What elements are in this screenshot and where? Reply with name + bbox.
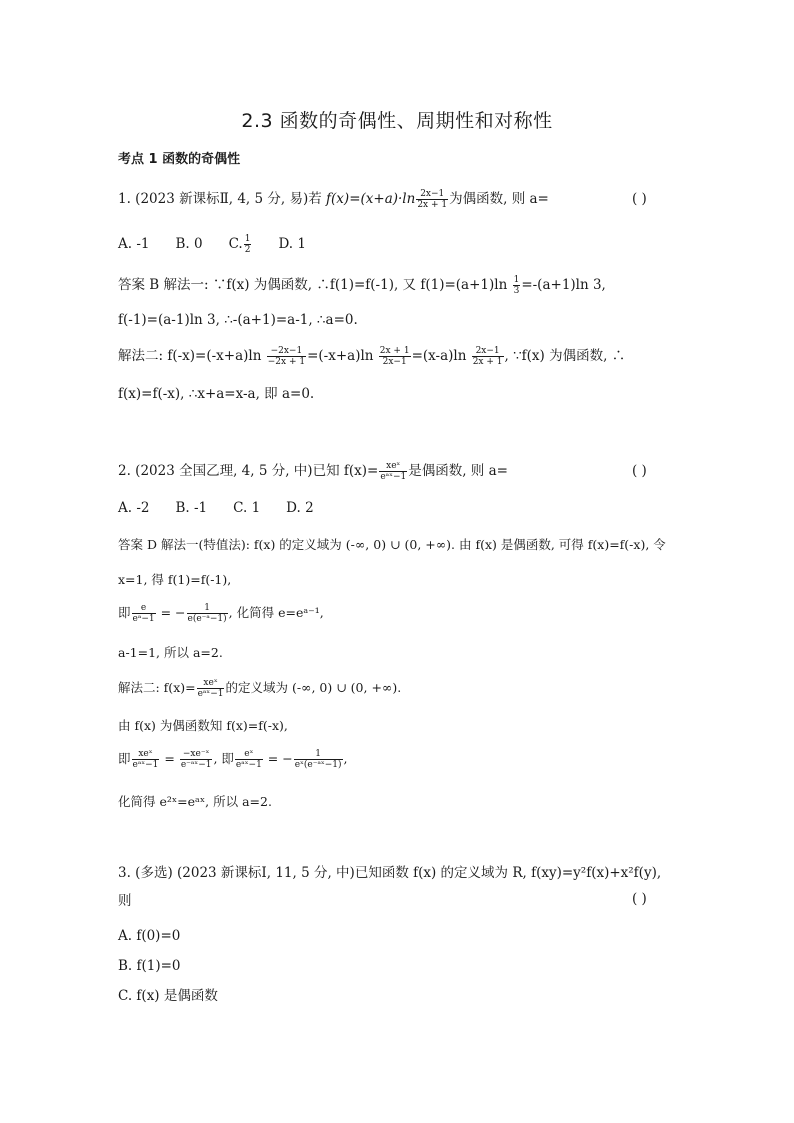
q3-option-b[interactable]: B. f(1)=0 [118, 958, 181, 974]
q2-answer-line-2: x=1, 得 f(1)=f(-1), [118, 572, 232, 587]
q1-answer-line-3: 解法二: f(-x)=(-x+a)ln $\frac{-2x-1}{-2x + 1}$ =(-x+a)ln $\frac{2x + 1}{2x-1}$ =(x-a)ln $\frac{2x-1}{2x + 1}$ , ∵f(x) 为偶函数, ∴ [118, 346, 626, 367]
q2-answer-line-1: 答案 D 解法一(特值法): f(x) 的定义域为 (-∞, 0) ∪ (0, +∞). 由 f(x) 是偶函数, 可得 f(x)=f(-x), 令 [118, 537, 666, 552]
q2-option-c[interactable]: C. 1 [233, 500, 261, 516]
q2-option-d[interactable]: D. 2 [286, 500, 314, 516]
q2-option-a[interactable]: A. -2 [118, 500, 150, 516]
q1-option-a[interactable]: A. -1 [118, 236, 150, 252]
q2-answer-line-6: 由 f(x) 为偶函数知 f(x)=f(-x), [118, 718, 288, 733]
q2-fraction: $\frac{\text{xeˣ}}{\text{eᵃˣ−1}}$ [380, 461, 407, 482]
q1-option-c[interactable]: C. $\frac{1}{2}$ [228, 234, 251, 255]
q1-option-b[interactable]: B. 0 [175, 236, 203, 252]
q1-answer-line-4: f(x)=f(-x), ∴x+a=x-a, 即 a=0. [118, 386, 315, 402]
q1-answer-line-2: f(-1)=(a-1)ln 3, ∴-(a+1)=a-1, ∴a=0. [118, 312, 358, 328]
page-title: 2.3 函数的奇偶性、周期性和对称性 [241, 110, 553, 132]
section-heading: 考点 1 函数的奇偶性 [118, 152, 241, 167]
q2-stem: 2. (2023 全国乙理, 4, 5 分, 中)已知 f(x)= $\frac{\text{xeˣ}}{\text{eᵃˣ−1}}$ 是偶函数, 则 a= [118, 461, 508, 482]
q3-option-c[interactable]: C. f(x) 是偶函数 [118, 988, 218, 1004]
q2-options [118, 498, 340, 518]
q3-option-a[interactable]: A. f(0)=0 [118, 928, 181, 944]
q2-option-b[interactable]: B. -1 [175, 500, 208, 516]
q3-stem-line-2: 则 [118, 893, 132, 909]
q2-answer-blank: ( ) [632, 463, 647, 479]
q2-answer-line-3: 即 $\frac{e}{\text{eᵃ−1}}$ = − $\frac{1}{\text{e(e⁻ᵃ−1)}}$ , 化简得 e=eᵃ⁻¹, [118, 603, 324, 624]
q1-stem: 1. (2023 新课标Ⅱ, 4, 5 分, 易)若 f(x)=(x+a)·ln $\frac{2x-1}{2x + 1}$ 为偶函数, 则 a= [118, 189, 549, 210]
q3-stem-line-1: 3. (多选) (2023 新课标Ⅰ, 11, 5 分, 中)已知函数 f(x) 的定义域为 R, f(xy)=y²f(x)+x²f(y), [118, 865, 662, 881]
q2-answer-line-4: a-1=1, 所以 a=2. [118, 645, 223, 660]
q1-answer-line-1: 答案 B 解法一: ∵f(x) 为偶函数, ∴f(1)=f(-1), 又 f(1)=(a+1)ln $\frac{1}{3}$ =-(a+1)ln 3, [118, 275, 606, 296]
q2-answer-line-8: 化简得 e²ˣ=eᵃˣ, 所以 a=2. [118, 794, 272, 809]
q1-options [118, 234, 332, 255]
q1-option-d[interactable]: D. 1 [278, 236, 306, 252]
q1-answer-blank: ( ) [632, 191, 647, 207]
q2-answer-line-7: 即 $\frac{\text{xeˣ}}{\text{eᵃˣ−1}}$ = $\frac{\text{−xe⁻ˣ}}{\text{e⁻ᵃˣ−1}}$ , 即 $\frac{\text{eˣ}}{\text{eᵃˣ−1}}$ = − $\frac{1}{\text{eˣ(e⁻ᵃˣ−1)}}$ , [118, 749, 348, 770]
q3-answer-blank: ( ) [632, 891, 647, 907]
q1-fraction: $\frac{2x-1}{2x + 1}$ [417, 189, 448, 210]
q2-answer-line-5: 解法二: f(x)= $\frac{\text{xeˣ}}{\text{eᵃˣ−1}}$ 的定义域为 (-∞, 0) ∪ (0, +∞). [118, 678, 402, 699]
